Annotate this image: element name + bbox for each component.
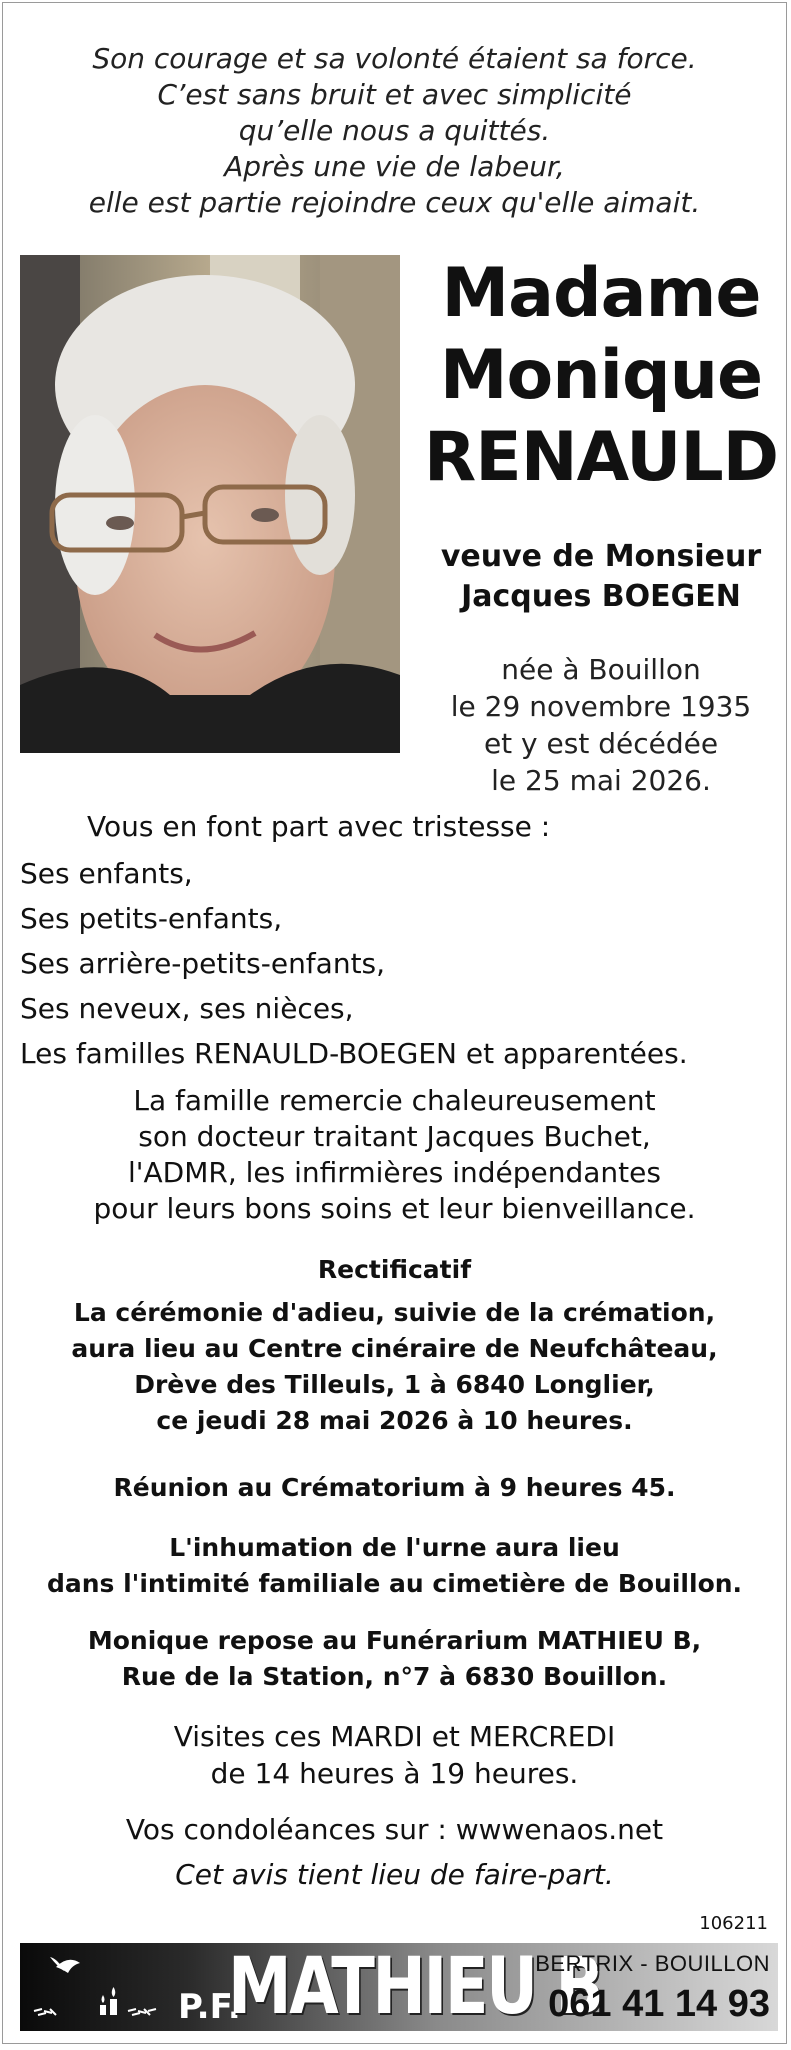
urn-line: dans l'intimité familiale au cimetière de Bouillon. xyxy=(46,1569,743,1598)
quote-line: Son courage et sa volonté étaient sa force. xyxy=(92,42,697,75)
born-line: le 29 novembre 1935 xyxy=(450,690,752,723)
deceased-portrait-photo xyxy=(20,255,400,753)
visits-line: de 14 heures à 19 heures. xyxy=(210,1757,579,1790)
pf-prefix: P.F. xyxy=(178,1987,241,2027)
announcement-line: Vous en font part avec tristesse : xyxy=(87,810,551,843)
quote-line: Après une vie de labeur, xyxy=(224,150,565,183)
family-item: Ses arrière-petits-enfants, xyxy=(20,947,386,980)
birth-death-info xyxy=(421,651,781,799)
urn-burial-info xyxy=(3,1530,786,1602)
born-line: née à Bouillon xyxy=(501,653,701,686)
funeral-home-cities: BERTRIX - BOUILLON xyxy=(535,1951,770,1976)
family-item: Ses petits-enfants, xyxy=(20,902,283,935)
rectificatif-heading: Rectificatif xyxy=(317,1255,472,1284)
faire-part-line: Cet avis tient lieu de faire-part. xyxy=(175,1858,614,1891)
born-line: le 25 mai 2026. xyxy=(491,764,711,797)
opening-quote xyxy=(3,41,786,221)
repose-line: Monique repose au Funérarium MATHIEU B, xyxy=(87,1626,702,1655)
repose-line: Rue de la Station, n°7 à 6830 Bouillon. xyxy=(121,1662,668,1691)
funeral-director-banner xyxy=(20,1943,778,2031)
ceremony-details xyxy=(3,1295,786,1439)
quote-line: qu’elle nous a quittés. xyxy=(238,114,551,147)
family-item: Les familles RENAULD-BOEGEN et apparentées. xyxy=(20,1037,688,1070)
visiting-hours xyxy=(3,1718,786,1792)
first-name: Monique xyxy=(439,336,763,415)
ceremony-line: ce jeudi 28 mai 2026 à 10 heures. xyxy=(156,1406,633,1435)
reference-number: 106211 xyxy=(699,1913,768,1934)
quote-line: elle est partie rejoindre ceux qu'elle aimait. xyxy=(88,186,701,219)
thanks-line: La famille remercie chaleureusement xyxy=(133,1084,656,1117)
deceased-name xyxy=(421,253,781,499)
family-list xyxy=(20,851,688,1076)
obituary-notice xyxy=(2,2,787,2044)
family-item: Ses neveux, ses nièces, xyxy=(20,992,354,1025)
last-name: RENAULD xyxy=(423,418,779,497)
widow-of xyxy=(421,537,781,617)
name-title: Madame xyxy=(441,254,761,333)
widow-line: veuve de Monsieur xyxy=(440,539,762,574)
urn-line: L'inhumation de l'urne aura lieu xyxy=(169,1533,620,1562)
thanks-line: pour leurs bons soins et leur bienveillance. xyxy=(93,1192,696,1225)
thanks-line: l'ADMR, les infirmières indépendantes xyxy=(128,1156,661,1189)
thanks-line: son docteur traitant Jacques Buchet, xyxy=(138,1120,651,1153)
portrait-illustration xyxy=(20,255,400,753)
born-line: et y est décédée xyxy=(483,727,719,760)
reunion-line: Réunion au Crématorium à 9 heures 45. xyxy=(113,1473,676,1502)
funeral-home-phone: 061 41 14 93 xyxy=(548,1983,770,2025)
family-item: Ses enfants, xyxy=(20,857,193,890)
widow-line: Jacques BOEGEN xyxy=(461,579,741,614)
ceremony-line: Drève des Tilleuls, 1 à 6840 Longlier, xyxy=(134,1370,655,1399)
funeral-home-info xyxy=(3,1623,786,1695)
thanks-paragraph xyxy=(3,1083,786,1227)
visits-line: Visites ces MARDI et MERCREDI xyxy=(173,1720,616,1753)
ceremony-line: aura lieu au Centre cinéraire de Neufchâteau, xyxy=(71,1334,718,1363)
quote-line: C’est sans bruit et avec simplicité xyxy=(157,78,632,111)
condolences-line: Vos condoléances sur : wwwenaos.net xyxy=(125,1813,664,1846)
ceremony-line: La cérémonie d'adieu, suivie de la crémation, xyxy=(73,1298,716,1327)
dove-candle-logo-icon xyxy=(28,1949,178,2025)
funeral-home-brand: MATHIEU B xyxy=(228,1943,602,2031)
